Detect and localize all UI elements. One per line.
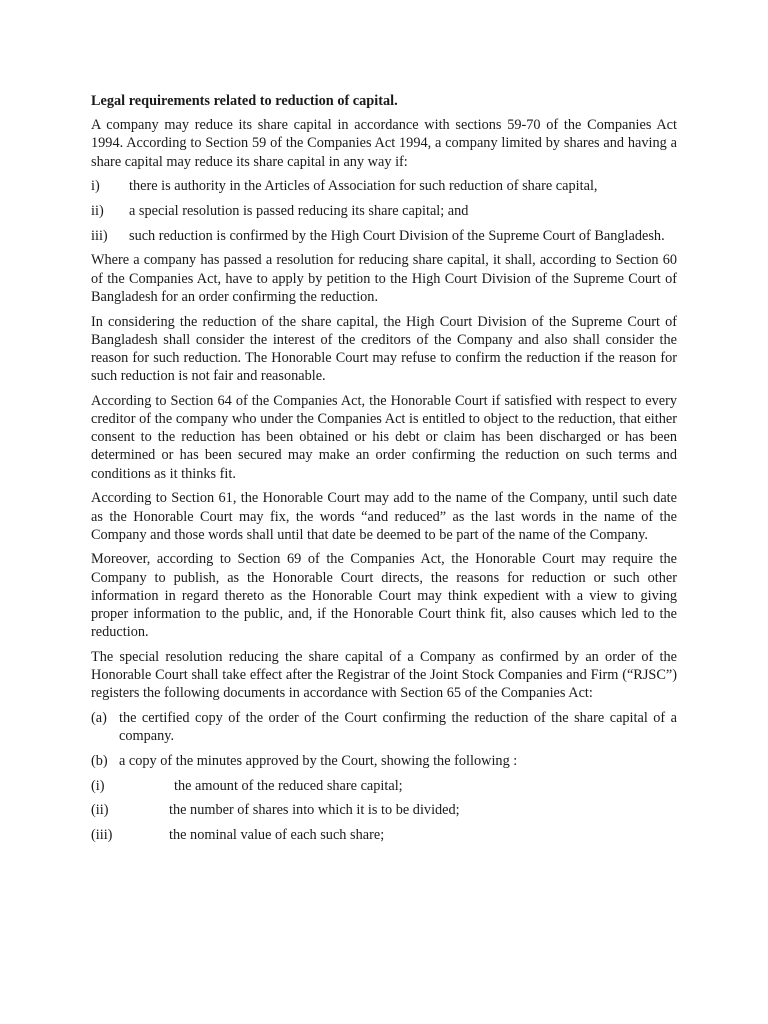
minutes-item xyxy=(91,777,677,795)
minutes-item xyxy=(91,826,677,844)
condition-item xyxy=(91,177,677,195)
document-item xyxy=(91,709,677,745)
minutes-item-label: (i) xyxy=(91,777,105,794)
condition-text: such reduction is confirmed by the High Court Division of the Supreme Court of Bangladesh. xyxy=(129,227,665,244)
body-paragraph: According to Section 61, the Honorable Court may add to the name of the Company, until such date as the Honorable Court may fix, the words “and reduced” as the last words in the name of the Company and those words shall until that date be deemed to be part of the name of the Company. xyxy=(91,490,677,543)
condition-item xyxy=(91,202,677,220)
document-heading: Legal requirements related to reduction of capital. xyxy=(91,93,398,109)
body-paragraph: In considering the reduction of the share capital, the High Court Division of the Supreme Court of Bangladesh shall consider the interest of the creditors of the Company and also shall consider the reason for such reduction. The Honorable Court may refuse to confirm the reduction if the reason for such reduction is not fair and reasonable. xyxy=(91,313,677,385)
document-item-text: the certified copy of the order of the Court confirming the reduction of the share capital of a company. xyxy=(119,710,677,745)
body-paragraph: According to Section 64 of the Companies Act, the Honorable Court if satisfied with respect to every creditor of the company who under the Companies Act is entitled to object to the reduction, that either consent to the reduction has been obtained or his debt or claim has been discharged or has been determined or has been secured may make an order confirming the reduction on such terms and conditions as it thinks fit. xyxy=(91,392,677,482)
condition-label: i) xyxy=(91,178,100,195)
document-item-label: (b) xyxy=(91,753,108,769)
minutes-item-text: the number of shares into which it is to be divided; xyxy=(169,802,460,819)
intro-paragraph: A company may reduce its share capital in accordance with sections 59-70 of the Companies Act 1994. According to Section 59 of the Companies Act 1994, a company limited by shares and having a share capital may reduce its share capital in any way if: xyxy=(91,117,677,170)
body-paragraph: Moreover, according to Section 69 of the Companies Act, the Honorable Court may require the Company to publish, as the Honorable Court directs, the reasons for reduction or such other information in regard thereto as the Honorable Court may think expedient with a view to giving proper information to the public, and, if the Honorable Court think fit, also causes which led to the reduction. xyxy=(91,551,677,641)
condition-text: a special resolution is passed reducing its share capital; and xyxy=(129,203,469,220)
document-item-label: (a) xyxy=(91,710,107,727)
document-item-text: a copy of the minutes approved by the Court, showing the following : xyxy=(119,753,518,769)
minutes-item-label: (ii) xyxy=(91,802,109,819)
condition-label: ii) xyxy=(91,203,104,220)
condition-item xyxy=(91,227,677,245)
minutes-item-text: the amount of the reduced share capital; xyxy=(174,777,403,794)
minutes-item-text: the nominal value of each such share; xyxy=(169,827,385,844)
condition-text: there is authority in the Articles of Association for such reduction of share capital, xyxy=(129,178,598,195)
minutes-item-label: (iii) xyxy=(91,827,113,844)
document-item xyxy=(91,752,677,770)
condition-label: iii) xyxy=(91,227,108,244)
document-page xyxy=(91,92,677,851)
body-paragraph: The special resolution reducing the share capital of a Company as confirmed by an order of the Honorable Court shall take effect after the Registrar of the Joint Stock Companies and Firm (“RJSC”) registers the following documents in accordance with Section 65 of the Companies Act: xyxy=(91,648,677,702)
body-paragraph: Where a company has passed a resolution for reducing share capital, it shall, according to Section 60 of the Companies Act, have to apply by petition to the High Court Division of the Supreme Court of Bangladesh for an order confirming the reduction. xyxy=(91,252,677,305)
minutes-item xyxy=(91,801,677,819)
